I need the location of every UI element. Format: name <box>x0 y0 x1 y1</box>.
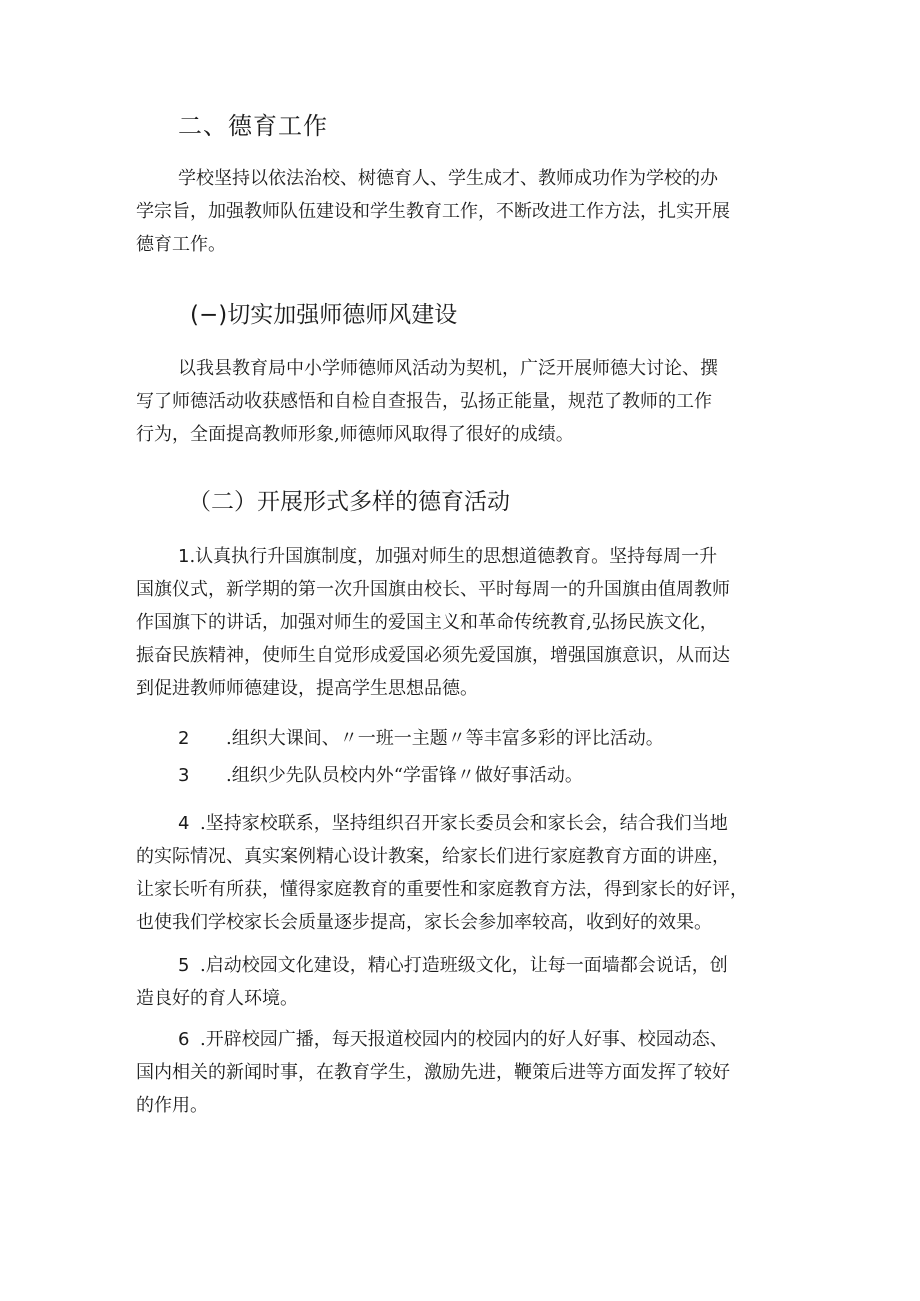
list-item-3 <box>178 759 583 792</box>
item-text: 造良好的育人环境。 <box>136 988 298 1009</box>
item-text: .坚持家校联系，坚持组织召开家长委员会和家长会，结合我们当地 <box>200 813 728 834</box>
intro-paragraph <box>136 162 730 261</box>
item-number: 4 <box>178 813 190 834</box>
paragraph-line: 写了师德活动收获感悟和自检自查报告，弘扬正能量，规范了教师的工作 <box>136 391 712 412</box>
subsection-1-paragraph <box>136 352 718 451</box>
paragraph-line: 以我县教育局中小学师德师风活动为契机，广泛开展师德大讨论、撰 <box>178 358 718 379</box>
list-item-1 <box>136 540 730 705</box>
paragraph-line: 行为，全面提高教师形象,师德师风取得了很好的成绩。 <box>136 424 574 445</box>
item-number: 3 <box>178 765 190 786</box>
item-text: 到促进教师师德建设，提高学生思想品德。 <box>136 678 478 699</box>
item-number: 2 <box>178 728 190 749</box>
intro-line: 德育工作。 <box>136 234 226 255</box>
item-text: .组织少先队员校内外“学雷锋〃做好事活动。 <box>226 765 583 786</box>
item-text: 也使我们学校家长会质量逐步提高，家长会参加率较高，收到好的效果。 <box>136 912 712 933</box>
item-number: 1 <box>178 546 190 567</box>
item-number: 6 <box>178 1029 190 1050</box>
intro-line: 学校坚持以依法治校、树德育人、学生成才、教师成功作为学校的办 <box>178 168 718 189</box>
section-title: 二、德育工作 <box>178 112 328 140</box>
item-text: .开辟校园广播，每天报道校园内的校园内的好人好事、校园动态、 <box>200 1029 728 1050</box>
item-text: 国内相关的新闻时事，在教育学生，激励先进，鞭策后进等方面发挥了较好 <box>136 1062 730 1083</box>
item-number: 5 <box>178 955 190 976</box>
list-item-6 <box>136 1023 730 1122</box>
list-item-2 <box>178 722 664 755</box>
item-text: 国旗仪式，新学期的第一次升国旗由校长、平时每周一的升国旗由值周教师 <box>136 579 730 600</box>
item-text: 振奋民族精神，使师生自觉形成爱国必须先爱国旗，增强国旗意识，从而达 <box>136 645 730 666</box>
item-text: 让家长听有所获，懂得家庭教育的重要性和家庭教育方法，得到家长的好评， <box>136 879 748 900</box>
item-text: .认真执行升国旗制度，加强对师生的思想道德教育。坚持每周一升 <box>189 546 718 567</box>
item-text: .组织大课间、〃一班一主题〃等丰富多彩的评比活动。 <box>226 728 664 749</box>
item-text: 作国旗下的讲话，加强对师生的爱国主义和革命传统教育,弘扬民族文化， <box>136 612 718 633</box>
item-text: 的作用。 <box>136 1095 208 1116</box>
item-text: .启动校园文化建设，精心打造班级文化，让每一面墙都会说话，创 <box>200 955 728 976</box>
item-text: 的实际情况、真实案例精心设计教案，给家长们进行家庭教育方面的讲座， <box>136 846 730 867</box>
list-item-5 <box>136 949 728 1015</box>
intro-line: 学宗旨，加强教师队伍建设和学生教育工作，不断改进工作方法，扎实开展 <box>136 201 730 222</box>
list-item-4 <box>136 807 748 939</box>
subsection-title-2: （二）开展形式多样的德育活动 <box>188 489 510 515</box>
subsection-title-1: (−)切实加强师德师风建设 <box>190 302 458 328</box>
